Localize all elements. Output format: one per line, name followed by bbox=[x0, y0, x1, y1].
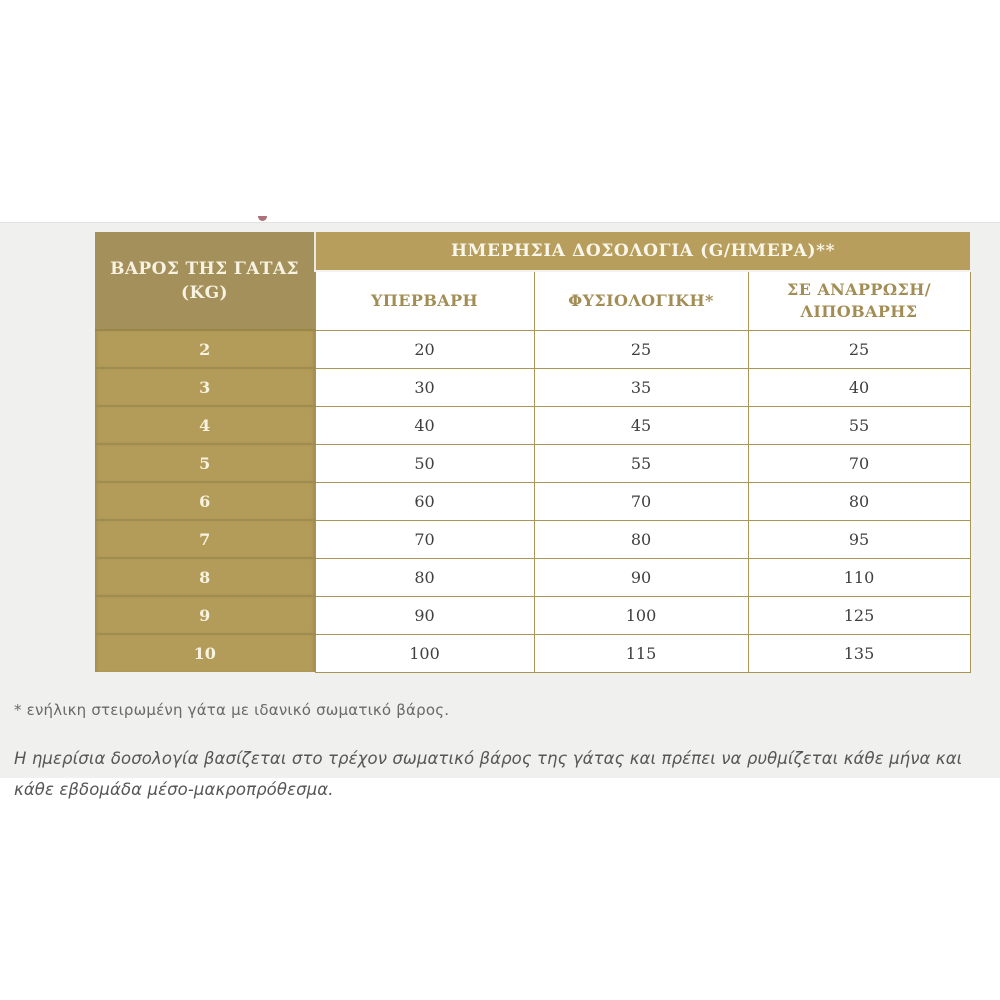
cropped-logo-fragment bbox=[258, 216, 267, 221]
value-cell: 50 bbox=[315, 444, 534, 482]
dosage-table bbox=[95, 232, 971, 673]
value-cell: 70 bbox=[534, 482, 748, 520]
footnote-sterilised-cat: * ενήλικη στειρωμένη γάτα με ιδανικό σωματικό βάρος. bbox=[14, 701, 450, 719]
value-cell: 100 bbox=[534, 596, 748, 634]
weight-cell: 2 bbox=[95, 330, 315, 368]
value-cell: 40 bbox=[315, 406, 534, 444]
value-cell: 90 bbox=[315, 596, 534, 634]
value-cell: 125 bbox=[748, 596, 970, 634]
value-cell: 30 bbox=[315, 368, 534, 406]
weight-cell: 4 bbox=[95, 406, 315, 444]
value-cell: 115 bbox=[534, 634, 748, 672]
header-row-main bbox=[95, 232, 970, 271]
value-cell: 80 bbox=[315, 558, 534, 596]
value-cell: 80 bbox=[748, 482, 970, 520]
weight-cell: 5 bbox=[95, 444, 315, 482]
value-cell: 35 bbox=[534, 368, 748, 406]
value-cell: 80 bbox=[534, 520, 748, 558]
subheader-recovery-line2: ΛΙΠΟΒΑΡΗΣ bbox=[800, 301, 918, 321]
value-cell: 60 bbox=[315, 482, 534, 520]
table-row bbox=[95, 596, 970, 634]
value-cell: 45 bbox=[534, 406, 748, 444]
footnote-daily-ration: Η ημερίσια δοσολογία βασίζεται στο τρέχον σωματικό βάρος της γάτας και πρέπει να ρυθμίζεται κάθε μήνα και κάθε εβδομάδα μέσο-μακροπρόθεσμα. bbox=[14, 748, 963, 799]
subheader-normal: ΦΥΣΙΟΛΟΓΙΚΗ* bbox=[534, 271, 748, 330]
value-cell: 70 bbox=[748, 444, 970, 482]
value-cell: 25 bbox=[748, 330, 970, 368]
subheader-recovery-line1: ΣΕ ΑΝΑΡΡΩΣΗ/ bbox=[787, 279, 931, 299]
value-cell: 95 bbox=[748, 520, 970, 558]
table-row bbox=[95, 482, 970, 520]
value-cell: 110 bbox=[748, 558, 970, 596]
table-row bbox=[95, 406, 970, 444]
value-cell: 55 bbox=[748, 406, 970, 444]
weight-cell: 3 bbox=[95, 368, 315, 406]
weight-cell: 7 bbox=[95, 520, 315, 558]
table-row bbox=[95, 368, 970, 406]
value-cell: 100 bbox=[315, 634, 534, 672]
weight-cell: 9 bbox=[95, 596, 315, 634]
value-cell: 90 bbox=[534, 558, 748, 596]
value-cell: 55 bbox=[534, 444, 748, 482]
corner-header-cell bbox=[95, 232, 315, 330]
subheader-recovery bbox=[748, 271, 970, 330]
value-cell: 135 bbox=[748, 634, 970, 672]
table-row bbox=[95, 444, 970, 482]
value-cell: 20 bbox=[315, 330, 534, 368]
weight-cell: 6 bbox=[95, 482, 315, 520]
main-header-cell: ΗΜΕΡΗΣΙΑ ΔΟΣΟΛΟΓΙΑ (G/ΗΜΕΡΑ)** bbox=[315, 232, 970, 271]
subheader-overweight: ΥΠΕΡΒΑΡΗ bbox=[315, 271, 534, 330]
corner-header-line1: ΒΑΡΟΣ ΤΗΣ ΓΑΤΑΣ bbox=[110, 258, 299, 279]
table-row bbox=[95, 520, 970, 558]
table-row bbox=[95, 330, 970, 368]
corner-header-line2: (KG) bbox=[181, 282, 228, 303]
table-row bbox=[95, 634, 970, 672]
value-cell: 25 bbox=[534, 330, 748, 368]
value-cell: 40 bbox=[748, 368, 970, 406]
table-row bbox=[95, 558, 970, 596]
value-cell: 70 bbox=[315, 520, 534, 558]
weight-cell: 8 bbox=[95, 558, 315, 596]
weight-cell: 10 bbox=[95, 634, 315, 672]
